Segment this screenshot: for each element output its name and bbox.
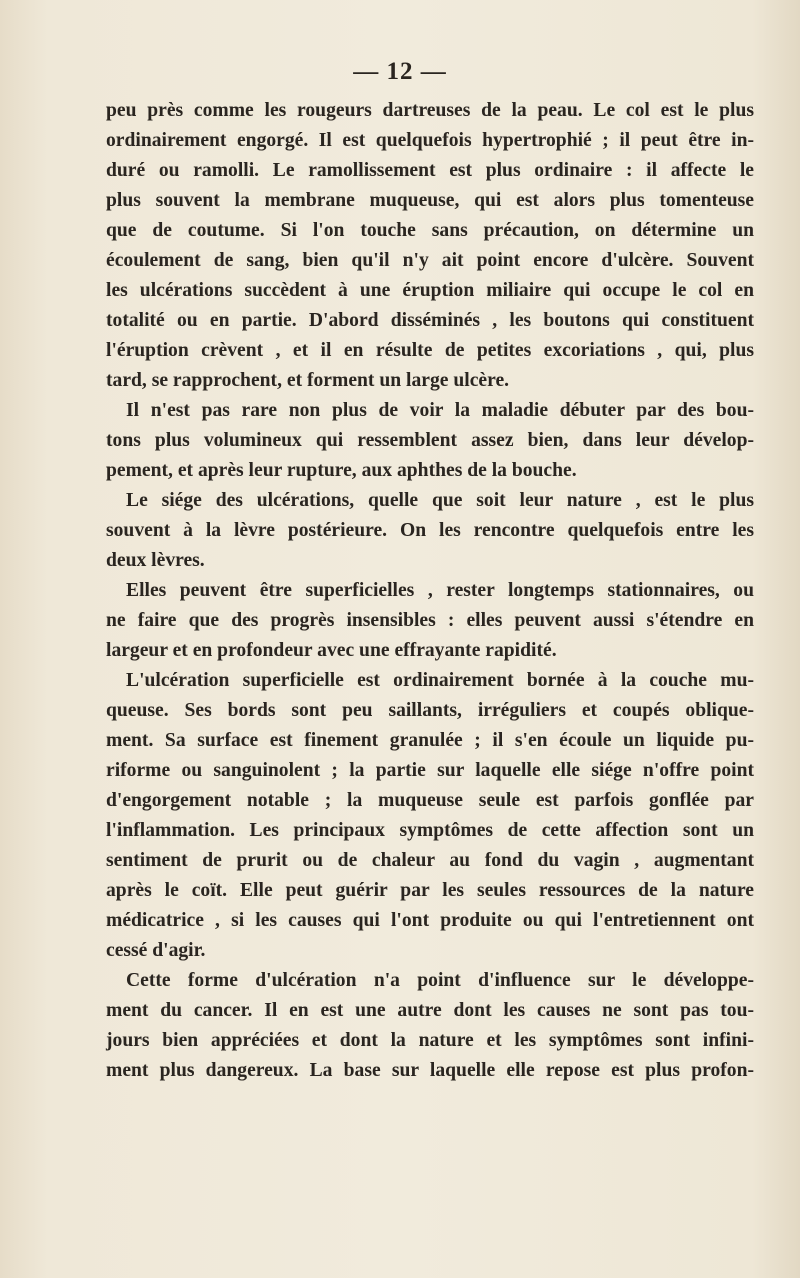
paragraph [106, 576, 754, 666]
paragraph [106, 966, 754, 1086]
text-line: ment du cancer. Il en est une autre dont les causes ne sont pas tou- [106, 1000, 754, 1021]
text-line: totalité ou en partie. D'abord disséminés , les boutons qui constituent [106, 310, 754, 331]
paragraph [106, 96, 754, 396]
text-line: ordinairement engorgé. Il est quelquefois hypertrophié ; il peut être in- [106, 130, 754, 151]
text-line: riforme ou sanguinolent ; la partie sur laquelle elle siége n'offre point [106, 760, 754, 781]
paragraph [106, 486, 754, 576]
text-line: tard, se rapprochent, et forment un large ulcère. [106, 370, 510, 391]
text-line: Il n'est pas rare non plus de voir la maladie débuter par des bou- [126, 400, 754, 421]
text-line: plus souvent la membrane muqueuse, qui est alors plus tomenteuse [106, 190, 754, 211]
body-text [106, 96, 754, 1086]
paragraph [106, 666, 754, 966]
text-line: les ulcérations succèdent à une éruption miliaire qui occupe le col en [106, 280, 754, 301]
text-line: largeur et en profondeur avec une effrayante rapidité. [106, 640, 557, 661]
text-line: après le coït. Elle peut guérir par les seules ressources de la nature [106, 880, 754, 901]
page-number: — 12 — [353, 58, 447, 85]
text-line: jours bien appréciées et dont la nature et les symptômes sont infini- [106, 1030, 754, 1051]
text-line: L'ulcération superficielle est ordinairement bornée à la couche mu- [126, 670, 754, 691]
text-line: ne faire que des progrès insensibles : elles peuvent aussi s'étendre en [106, 610, 754, 631]
text-line: Elles peuvent être superficielles , rester longtemps stationnaires, ou [126, 580, 754, 601]
paragraph [106, 396, 754, 486]
text-line: deux lèvres. [106, 550, 205, 571]
text-line: écoulement de sang, bien qu'il n'y ait point encore d'ulcère. Souvent [106, 250, 754, 271]
text-line: sentiment de prurit ou de chaleur au fond du vagin , augmentant [106, 850, 754, 871]
text-line: pement, et après leur rupture, aux aphthes de la bouche. [106, 460, 577, 481]
text-line: ment. Sa surface est finement granulée ; il s'en écoule un liquide pu- [106, 730, 754, 751]
text-line: médicatrice , si les causes qui l'ont produite ou qui l'entretiennent ont [106, 910, 754, 931]
text-line: queuse. Ses bords sont peu saillants, irréguliers et coupés oblique- [106, 700, 754, 721]
text-line: que de coutume. Si l'on touche sans précaution, on détermine un [106, 220, 754, 241]
text-line: d'engorgement notable ; la muqueuse seule est parfois gonflée par [106, 790, 754, 811]
text-line: Le siége des ulcérations, quelle que soit leur nature , est le plus [126, 490, 754, 511]
text-line: peu près comme les rougeurs dartreuses de la peau. Le col est le plus [106, 100, 754, 121]
text-line: cessé d'agir. [106, 940, 206, 961]
text-line: l'éruption crèvent , et il en résulte de petites excoriations , qui, plus [106, 340, 754, 361]
text-line: duré ou ramolli. Le ramollissement est plus ordinaire : il affecte le [106, 160, 754, 181]
text-line: tons plus volumineux qui ressemblent assez bien, dans leur dévelop- [106, 430, 754, 451]
text-line: souvent à la lèvre postérieure. On les rencontre quelquefois entre les [106, 520, 754, 541]
text-line: ment plus dangereux. La base sur laquelle elle repose est plus profon- [106, 1060, 754, 1081]
text-line: l'inflammation. Les principaux symptômes de cette affection sont un [106, 820, 754, 841]
text-line: Cette forme d'ulcération n'a point d'influence sur le développe- [126, 970, 754, 991]
